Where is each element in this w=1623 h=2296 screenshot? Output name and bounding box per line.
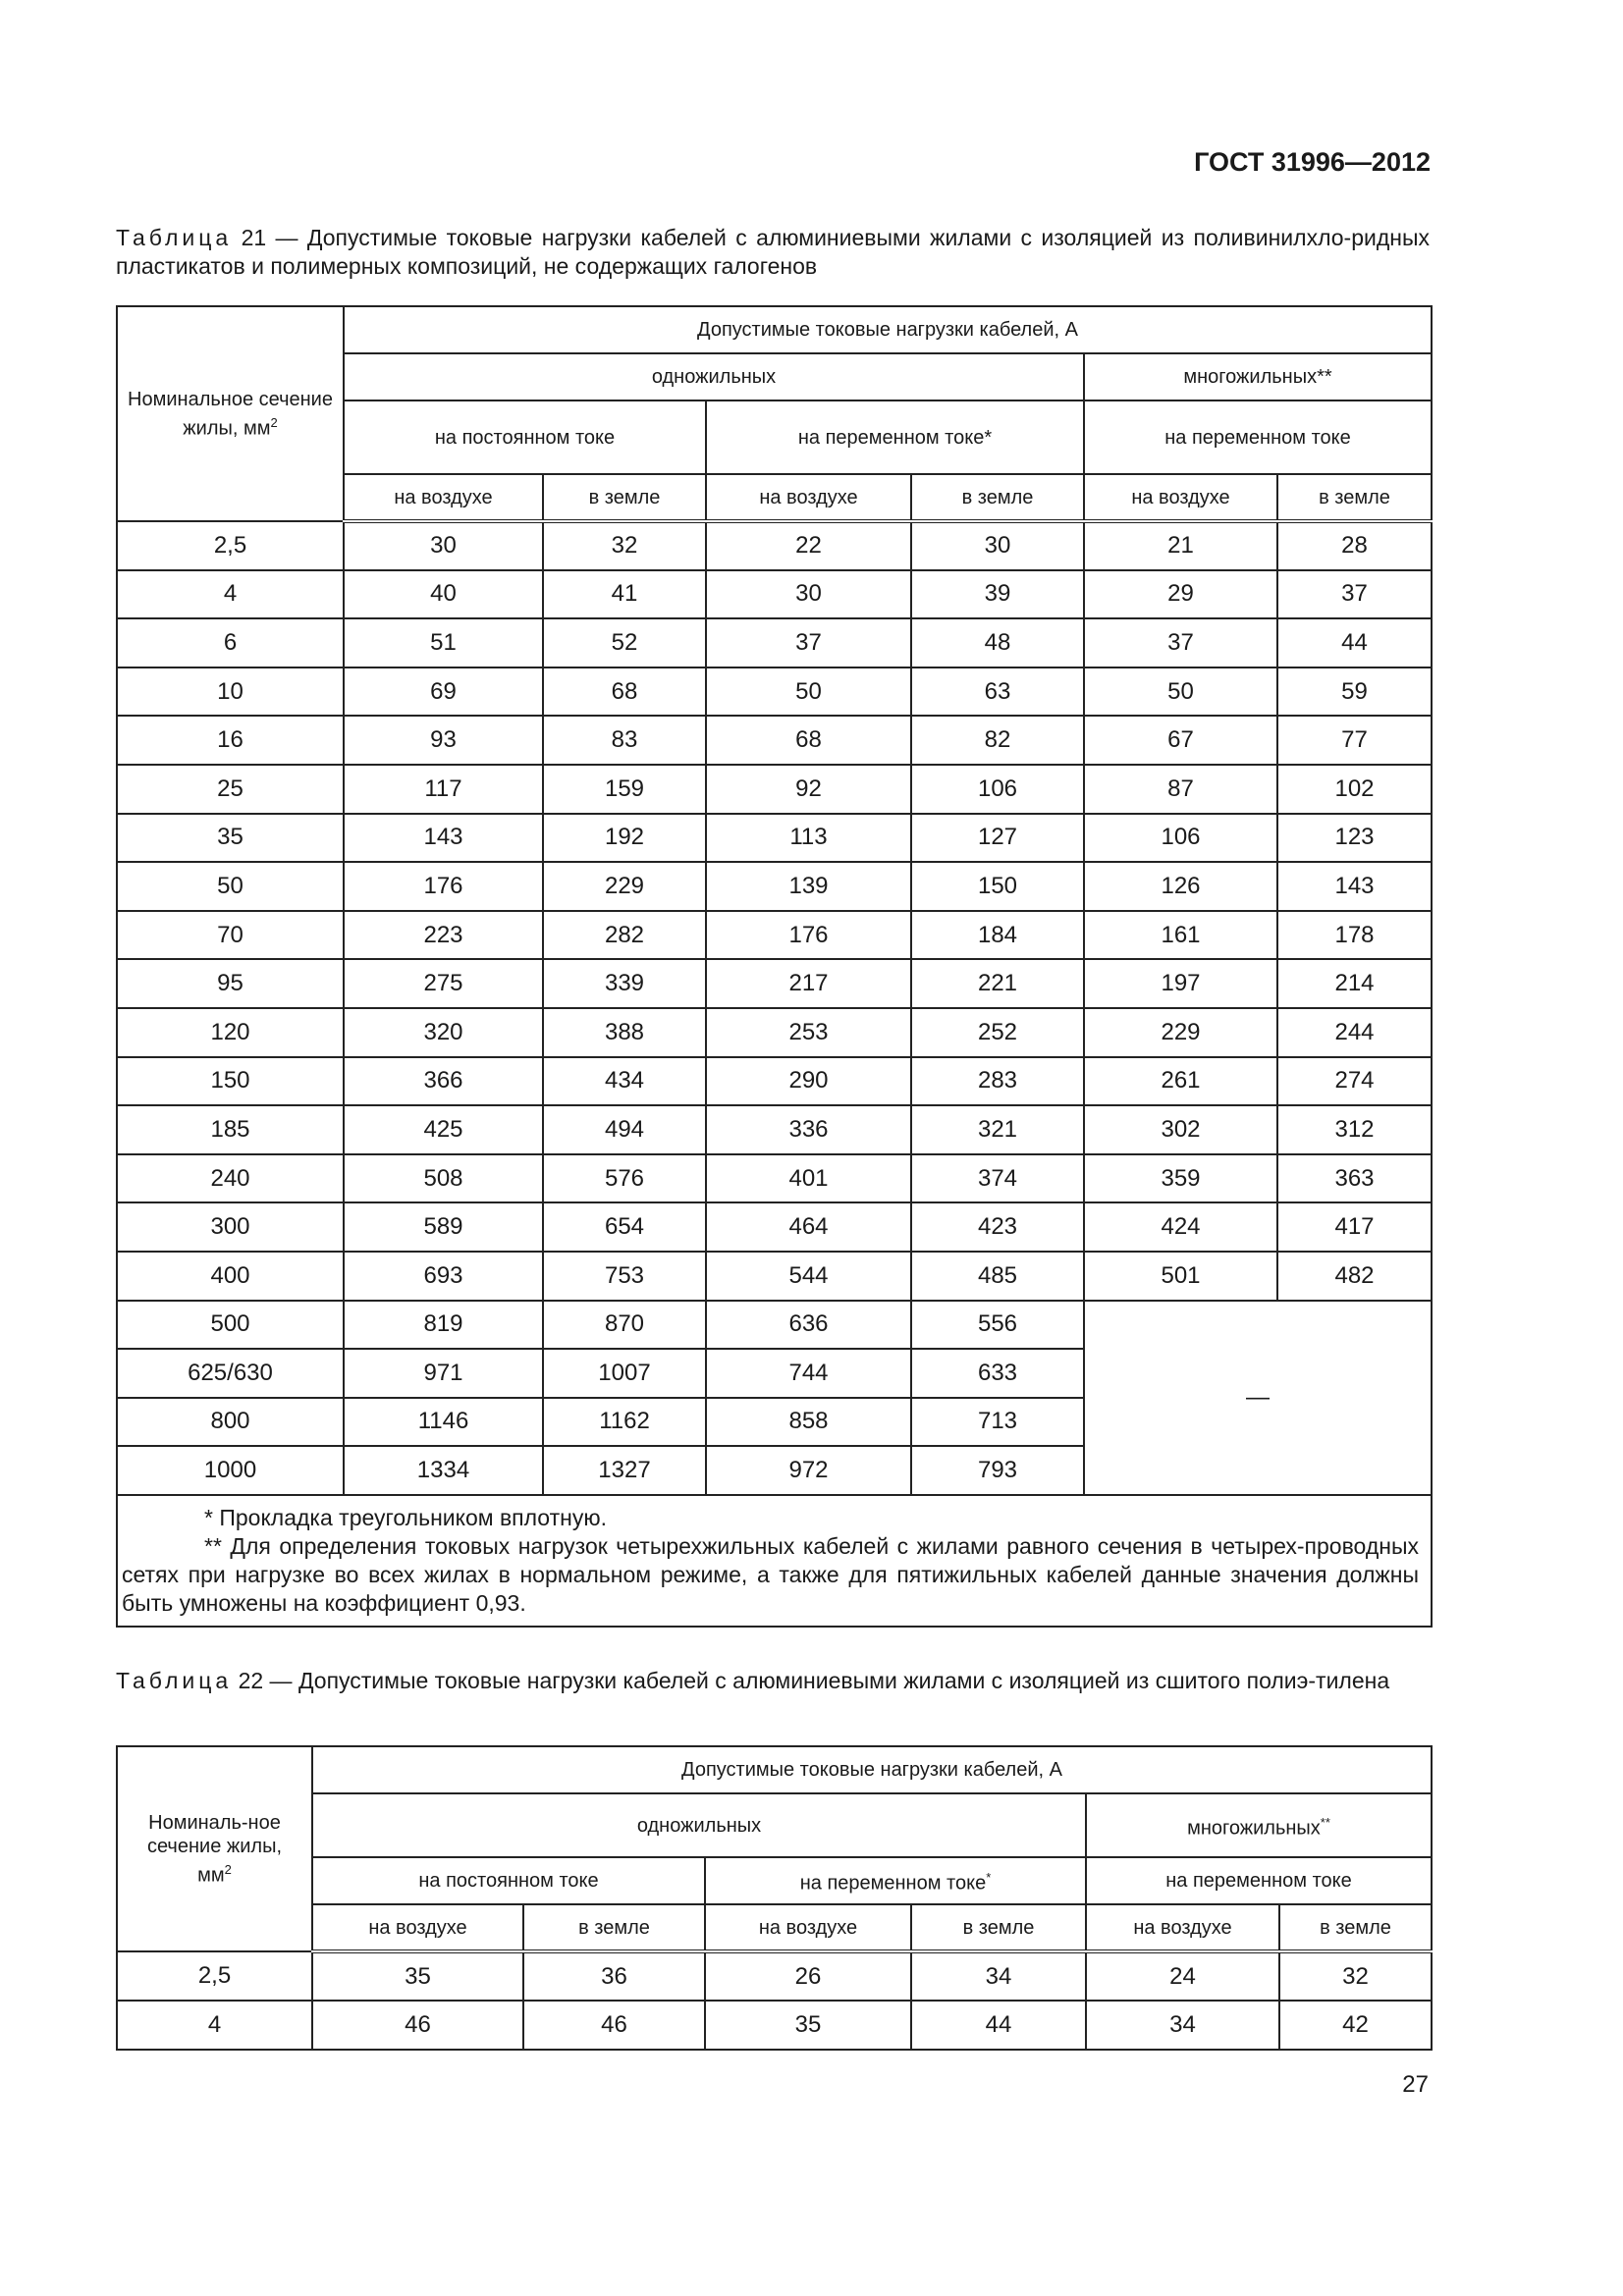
table21-value-cell: 223 <box>344 911 543 960</box>
table21-value-cell: 37 <box>706 618 911 667</box>
table21-section-cell: 35 <box>117 814 344 863</box>
table21-value-cell: 1007 <box>543 1349 706 1398</box>
table21-value-cell: 244 <box>1277 1008 1432 1057</box>
table21-value-cell: 50 <box>706 667 911 717</box>
table21-value-cell: 417 <box>1277 1202 1432 1252</box>
table21-note-1: * Прокладка треугольником вплотную. <box>204 1504 607 1530</box>
table21-value-cell: 494 <box>543 1105 706 1154</box>
table21-row <box>117 1154 1432 1203</box>
table22-single-core-header: одножильных <box>312 1793 1086 1857</box>
table21-value-cell: 556 <box>911 1301 1084 1350</box>
table21-value-cell: 92 <box>706 765 911 814</box>
table21-caption <box>116 224 1430 281</box>
table21-section-cell: 240 <box>117 1154 344 1203</box>
table21-value-cell: 178 <box>1277 911 1432 960</box>
table21-value-cell: 654 <box>543 1202 706 1252</box>
table21-value-cell: 482 <box>1277 1252 1432 1301</box>
table22-value-cell: 35 <box>705 2001 911 2050</box>
table21-section-cell: 800 <box>117 1398 344 1447</box>
table21-value-cell: 425 <box>344 1105 543 1154</box>
table22-ac-header: на переменном токе* <box>705 1857 1086 1904</box>
table21-value-cell: 336 <box>706 1105 911 1154</box>
table21-value-cell: 30 <box>706 570 911 619</box>
table21-value-cell: 143 <box>344 814 543 863</box>
table21-section-cell: 10 <box>117 667 344 717</box>
table21-value-cell: 41 <box>543 570 706 619</box>
table21-ground-header: в земле <box>543 474 706 521</box>
table21-value-cell: 501 <box>1084 1252 1277 1301</box>
table21-value-cell: 82 <box>911 716 1084 765</box>
table22-air-header: на воздухе <box>312 1904 523 1951</box>
table21-value-cell: 693 <box>344 1252 543 1301</box>
table21-row <box>117 618 1432 667</box>
table22-section-header: Номиналь-ное сечение жилы, $мм^2$ <box>117 1746 312 1951</box>
table21 <box>116 305 1433 1628</box>
table21-value-cell: 29 <box>1084 570 1277 619</box>
table21-value-cell: 544 <box>706 1252 911 1301</box>
table21-value-cell: 972 <box>706 1446 911 1495</box>
table21-value-cell: 485 <box>911 1252 1084 1301</box>
table22-value-cell: 34 <box>911 1951 1086 2001</box>
table21-row <box>117 1252 1432 1301</box>
table21-note-2: ** Для определения токовых нагрузок четырехжильных кабелей с жилами равного сечения в четырех-проводных сетях при нагрузке во всех жилах в нормальном режиме, а также для пятижильных кабелей данные значения должны быть умножены на коэффициент 0,93. <box>122 1532 1419 1616</box>
table21-value-cell: 793 <box>911 1446 1084 1495</box>
table22-value-cell: 32 <box>1279 1951 1432 2001</box>
table21-section-cell: 4 <box>117 570 344 619</box>
table21-section-cell: 1000 <box>117 1446 344 1495</box>
table21-value-cell: 282 <box>543 911 706 960</box>
table21-multi-core-header: многожильных** <box>1084 353 1432 400</box>
table21-value-cell: 339 <box>543 959 706 1008</box>
table22-value-cell: 36 <box>523 1951 705 2001</box>
table21-value-cell: 424 <box>1084 1202 1277 1252</box>
table21-section-cell: 500 <box>117 1301 344 1350</box>
table21-value-cell: 176 <box>706 911 911 960</box>
table21-value-cell: 48 <box>911 618 1084 667</box>
table22-section-cell: 2,5 <box>117 1951 312 2001</box>
table21-value-cell: 44 <box>1277 618 1432 667</box>
table21-value-cell: 744 <box>706 1349 911 1398</box>
table21-section-cell: 625/630 <box>117 1349 344 1398</box>
table21-row <box>117 959 1432 1008</box>
table21-value-cell: 67 <box>1084 716 1277 765</box>
table21-section-cell: 95 <box>117 959 344 1008</box>
table22-value-cell: 26 <box>705 1951 911 2001</box>
table22-ground-header: в земле <box>523 1904 705 1951</box>
table21-value-cell: 192 <box>543 814 706 863</box>
table21-value-cell: 1162 <box>543 1398 706 1447</box>
table21-single-core-header: одножильных <box>344 353 1084 400</box>
table21-value-cell: 819 <box>344 1301 543 1350</box>
table21-value-cell: 40 <box>344 570 543 619</box>
table22-value-cell: 35 <box>312 1951 523 2001</box>
table21-value-cell: 51 <box>344 618 543 667</box>
table21-value-cell: 312 <box>1277 1105 1432 1154</box>
table21-value-cell: 1327 <box>543 1446 706 1495</box>
table21-value-cell: 69 <box>344 667 543 717</box>
document-id: ГОСТ 31996—2012 <box>1194 147 1431 177</box>
table22-air-header: на воздухе <box>705 1904 911 1951</box>
table22-main-header: Допустимые токовые нагрузки кабелей, А <box>312 1746 1432 1793</box>
table21-value-cell: 283 <box>911 1057 1084 1106</box>
table21-value-cell: 261 <box>1084 1057 1277 1106</box>
table22-caption-text: 22 — Допустимые токовые нагрузки кабелей с алюминиевыми жилами с изоляцией из сшитого полиэ-тилена <box>232 1668 1390 1693</box>
table21-section-cell: 25 <box>117 765 344 814</box>
table21-section-cell: 150 <box>117 1057 344 1106</box>
table21-row <box>117 1105 1432 1154</box>
table21-dc-header: на постоянном токе <box>344 400 706 474</box>
table21-value-cell: 374 <box>911 1154 1084 1203</box>
table21-value-cell: 363 <box>1277 1154 1432 1203</box>
table21-value-cell: 253 <box>706 1008 911 1057</box>
table21-value-cell: 176 <box>344 862 543 911</box>
table21-value-cell: 229 <box>1084 1008 1277 1057</box>
table21-row <box>117 1057 1432 1106</box>
table22-caption <box>116 1667 1430 1695</box>
table21-value-cell: 252 <box>911 1008 1084 1057</box>
table21-value-cell: 576 <box>543 1154 706 1203</box>
table21-value-cell: 28 <box>1277 521 1432 570</box>
table21-value-cell: 321 <box>911 1105 1084 1154</box>
table22-ground-header: в земле <box>911 1904 1086 1951</box>
table21-value-cell: 971 <box>344 1349 543 1398</box>
table22-dc-header: на постоянном токе <box>312 1857 705 1904</box>
table21-value-cell: 858 <box>706 1398 911 1447</box>
table21-value-cell: 359 <box>1084 1154 1277 1203</box>
table21-value-cell: 464 <box>706 1202 911 1252</box>
table21-section-cell: 70 <box>117 911 344 960</box>
table22-value-cell: 42 <box>1279 2001 1432 2050</box>
table22-row <box>117 1951 1432 2001</box>
table21-value-cell: 320 <box>344 1008 543 1057</box>
table21-value-cell: 290 <box>706 1057 911 1106</box>
table21-row <box>117 1301 1432 1350</box>
table21-value-cell: 139 <box>706 862 911 911</box>
table21-value-cell: 63 <box>911 667 1084 717</box>
table21-value-cell: 366 <box>344 1057 543 1106</box>
table21-value-cell: 37 <box>1084 618 1277 667</box>
table22 <box>116 1745 1433 2051</box>
table21-value-cell: 106 <box>911 765 1084 814</box>
table21-value-cell: 229 <box>543 862 706 911</box>
table21-value-cell: 68 <box>706 716 911 765</box>
table21-row <box>117 765 1432 814</box>
table21-air-header: на воздухе <box>1084 474 1277 521</box>
table21-section-cell: 2,5 <box>117 521 344 570</box>
table21-section-cell: 50 <box>117 862 344 911</box>
table21-value-cell: 423 <box>911 1202 1084 1252</box>
page-number: 27 <box>1402 2071 1429 2098</box>
table21-value-cell: 127 <box>911 814 1084 863</box>
table21-value-cell: 184 <box>911 911 1084 960</box>
table21-value-cell: 113 <box>706 814 911 863</box>
table21-value-cell: 633 <box>911 1349 1084 1398</box>
table21-value-cell: 93 <box>344 716 543 765</box>
table21-value-cell: 275 <box>344 959 543 1008</box>
table21-value-cell: 83 <box>543 716 706 765</box>
table21-ac-multi-header: на переменном токе <box>1084 400 1432 474</box>
table21-value-cell: 713 <box>911 1398 1084 1447</box>
table22-ground-header: в земле <box>1279 1904 1432 1951</box>
table21-value-cell: 22 <box>706 521 911 570</box>
table22-caption-label: Таблица <box>116 1668 233 1693</box>
table21-value-cell: 197 <box>1084 959 1277 1008</box>
table22-row <box>117 2001 1432 2050</box>
table21-air-header: на воздухе <box>344 474 543 521</box>
table21-value-cell: 1334 <box>344 1446 543 1495</box>
table21-value-cell: 434 <box>543 1057 706 1106</box>
table21-value-cell: 159 <box>543 765 706 814</box>
table21-value-cell: 77 <box>1277 716 1432 765</box>
table21-row <box>117 570 1432 619</box>
table21-main-header: Допустимые токовые нагрузки кабелей, А <box>344 306 1432 353</box>
table21-value-cell: 636 <box>706 1301 911 1350</box>
table21-value-cell: 102 <box>1277 765 1432 814</box>
table21-value-cell: 508 <box>344 1154 543 1203</box>
table21-row <box>117 716 1432 765</box>
table21-value-cell: 217 <box>706 959 911 1008</box>
table21-value-cell: 870 <box>543 1301 706 1350</box>
table22-air-header: на воздухе <box>1086 1904 1279 1951</box>
table21-value-cell: 123 <box>1277 814 1432 863</box>
table21-value-cell: 32 <box>543 521 706 570</box>
table21-value-cell: 68 <box>543 667 706 717</box>
table21-air-header: на воздухе <box>706 474 911 521</box>
table21-value-cell: 388 <box>543 1008 706 1057</box>
table22-value-cell: 34 <box>1086 2001 1279 2050</box>
table21-caption-text: 21 — Допустимые токовые нагрузки кабелей с алюминиевыми жилами с изоляцией из поливинилхло-ридных пластикатов и полимерных композиций, не содержащих галогенов <box>116 225 1430 279</box>
table21-row <box>117 1202 1432 1252</box>
table21-value-cell: 37 <box>1277 570 1432 619</box>
table21-value-cell: 302 <box>1084 1105 1277 1154</box>
table21-value-cell: 589 <box>344 1202 543 1252</box>
table22-multi-core-header: многожильных** <box>1086 1793 1432 1857</box>
table21-value-cell: 1146 <box>344 1398 543 1447</box>
table21-section-cell: 120 <box>117 1008 344 1057</box>
table21-value-cell: 59 <box>1277 667 1432 717</box>
table21-value-cell: 150 <box>911 862 1084 911</box>
table21-value-cell: 401 <box>706 1154 911 1203</box>
table21-ground-header: в земле <box>911 474 1084 521</box>
table21-dash-cell: — <box>1084 1301 1432 1495</box>
table21-row <box>117 667 1432 717</box>
table21-ac-header: на переменном токе* <box>706 400 1084 474</box>
table21-value-cell: 52 <box>543 618 706 667</box>
table21-section-header: Номинальное сечение жилы, $мм^2$ <box>117 306 344 521</box>
table21-row <box>117 911 1432 960</box>
table21-section-cell: 185 <box>117 1105 344 1154</box>
table21-section-cell: 6 <box>117 618 344 667</box>
table21-ground-header: в земле <box>1277 474 1432 521</box>
table21-value-cell: 126 <box>1084 862 1277 911</box>
table21-value-cell: 39 <box>911 570 1084 619</box>
table21-section-cell: 300 <box>117 1202 344 1252</box>
table21-row <box>117 521 1432 570</box>
table21-row <box>117 862 1432 911</box>
table21-value-cell: 87 <box>1084 765 1277 814</box>
table22-value-cell: 24 <box>1086 1951 1279 2001</box>
table21-notes <box>117 1495 1432 1627</box>
table22-value-cell: 44 <box>911 2001 1086 2050</box>
table21-value-cell: 106 <box>1084 814 1277 863</box>
table21-row <box>117 814 1432 863</box>
table21-value-cell: 30 <box>344 521 543 570</box>
table22-section-cell: 4 <box>117 2001 312 2050</box>
table21-value-cell: 30 <box>911 521 1084 570</box>
table21-section-cell: 16 <box>117 716 344 765</box>
table21-value-cell: 221 <box>911 959 1084 1008</box>
table21-value-cell: 117 <box>344 765 543 814</box>
table21-row <box>117 1008 1432 1057</box>
table22-value-cell: 46 <box>523 2001 705 2050</box>
table21-value-cell: 21 <box>1084 521 1277 570</box>
table21-value-cell: 214 <box>1277 959 1432 1008</box>
table22-ac-multi-header: на переменном токе <box>1086 1857 1432 1904</box>
table21-caption-label: Таблица <box>116 225 233 250</box>
table21-value-cell: 753 <box>543 1252 706 1301</box>
table21-value-cell: 274 <box>1277 1057 1432 1106</box>
table21-value-cell: 143 <box>1277 862 1432 911</box>
table22-value-cell: 46 <box>312 2001 523 2050</box>
table21-value-cell: 161 <box>1084 911 1277 960</box>
table21-section-cell: 400 <box>117 1252 344 1301</box>
table21-value-cell: 50 <box>1084 667 1277 717</box>
